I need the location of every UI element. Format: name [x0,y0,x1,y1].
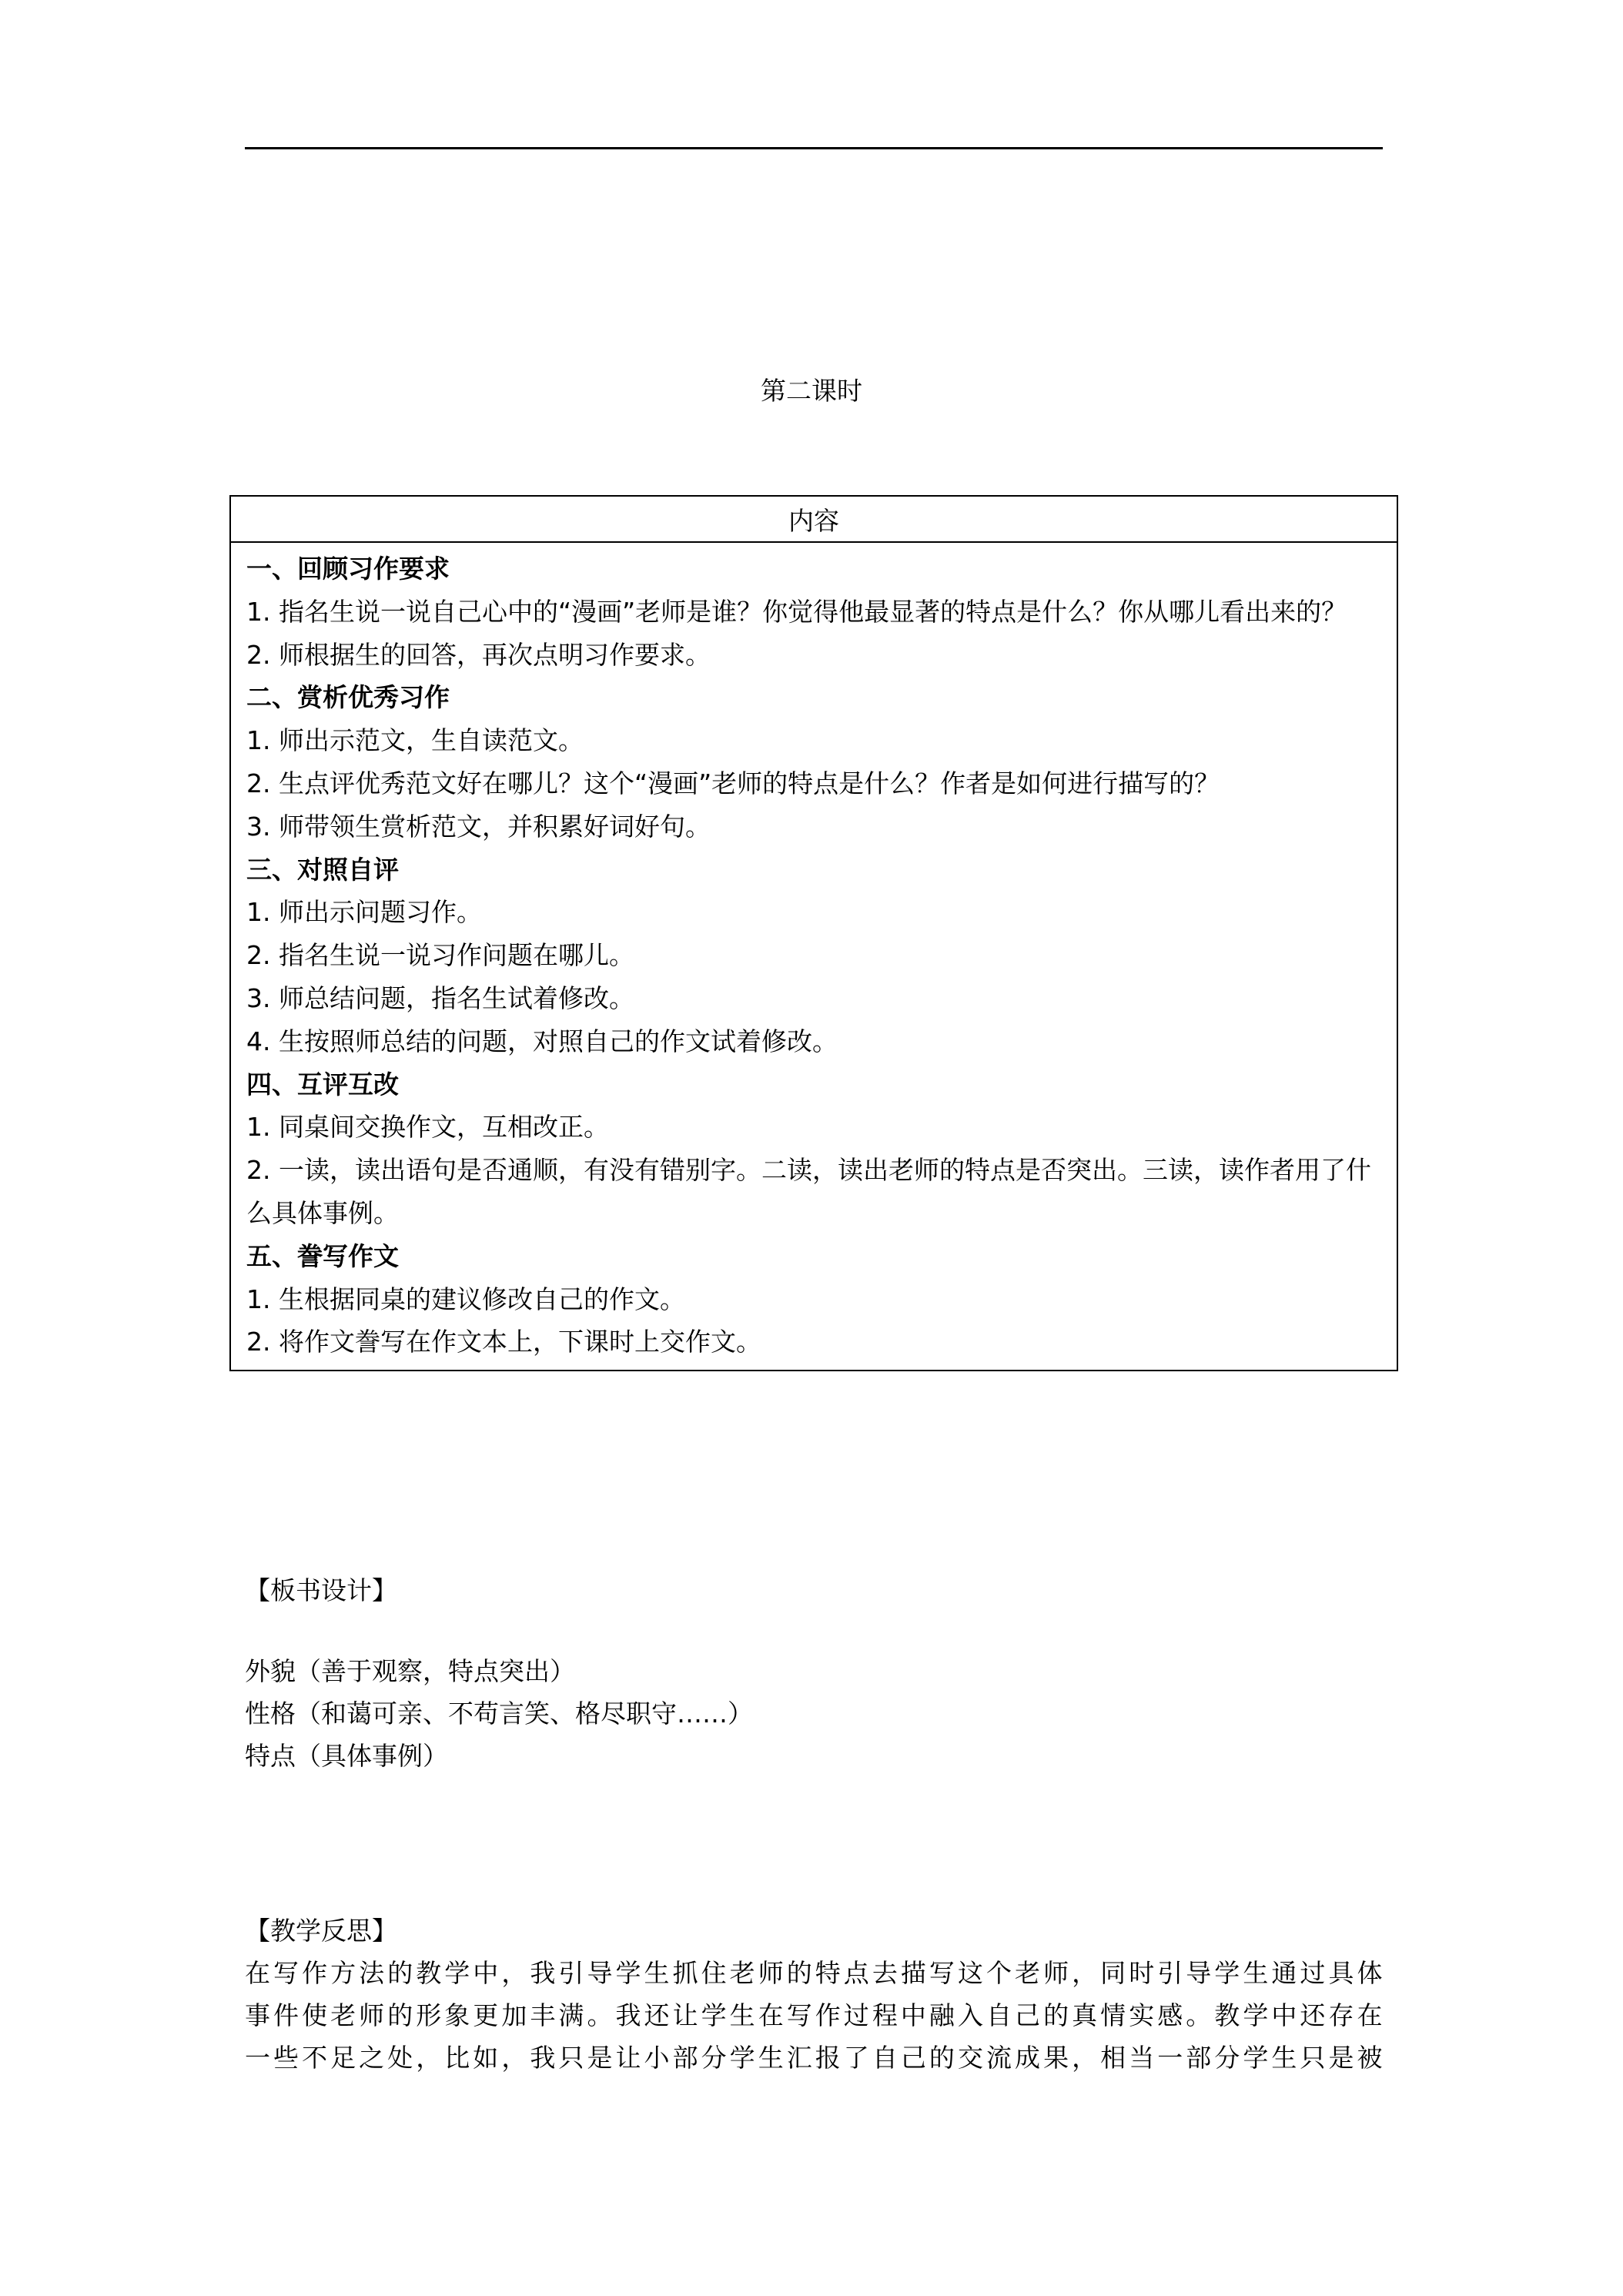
reflection-line: 事件使老师的形象更加丰满。我还让学生在写作过程中融入自己的真情实感。教学中还存在 [245,2000,1383,2030]
reflection-line: 在写作方法的教学中，我引导学生抓住老师的特点去描写这个老师，同时引导学生通过具体 [245,1958,1383,1988]
section-heading-peer-review: 四、互评互改 [246,1069,399,1099]
list-item: 4. 生按照师总结的问题，对照自己的作文试着修改。 [246,1026,838,1056]
section-heading-self-review: 三、对照自评 [246,854,399,885]
list-item: 1. 师出示问题习作。 [246,897,482,928]
board-design-item: 特点（具体事例） [245,1741,448,1771]
board-design-list [245,1650,1383,1777]
list-item: 2. 一读，读出语句是否通顺，有没有错别字。二读，读出老师的特点是否突出。三读，读作者用了什么具体事例。 [246,1155,1371,1228]
list-item: 2. 将作文誊写在作文本上，下课时上交作文。 [246,1327,761,1357]
table-body-cell [230,542,1397,1371]
reflection-heading: 【教学反思】 [245,1916,397,1946]
reflection-line: 一些不足之处，比如，我只是让小部分学生汇报了自己的交流成果，相当一部分学生只是被 [245,2043,1383,2073]
list-item: 1. 师出示范文，生自读范文。 [246,725,584,756]
board-design-item: 性格（和蔼可亲、不苟言笑、格尽职守……） [245,1699,753,1729]
section-heading-review: 一、回顾习作要求 [246,554,450,584]
list-item: 3. 师总结问题，指名生试着修改。 [246,982,634,1013]
board-design-heading: 【板书设计】 [245,1575,397,1605]
lesson-title: 第二课时 [761,376,862,406]
table-header: 内容 [230,496,1397,542]
section-heading-appreciate: 二、赏析优秀习作 [246,682,450,713]
board-design-item: 外貌（善于观察，特点突出） [245,1656,575,1686]
header-rule [245,147,1383,149]
lesson-content-table [229,495,1398,1371]
list-item: 1. 同桌间交换作文，互相改正。 [246,1112,609,1143]
list-item: 1. 指名生说一说自己心中的“漫画”老师是谁？你觉得他最显著的特点是什么？你从哪儿看出来的？ [246,596,1347,627]
list-item: 2. 生点评优秀范文好在哪儿？这个“漫画”老师的特点是什么？作者是如何进行描写的？ [246,768,1220,798]
list-item: 1. 生根据同桌的建议修改自己的作文。 [246,1284,685,1314]
list-item: 3. 师带领生赏析范文，并积累好词好句。 [246,811,711,842]
section-heading-copy: 五、誊写作文 [246,1240,399,1271]
list-item: 2. 师根据生的回答，再次点明习作要求。 [246,639,711,670]
teaching-reflection [245,1909,1383,2079]
list-item: 2. 指名生说一说习作问题在哪儿。 [246,940,634,971]
